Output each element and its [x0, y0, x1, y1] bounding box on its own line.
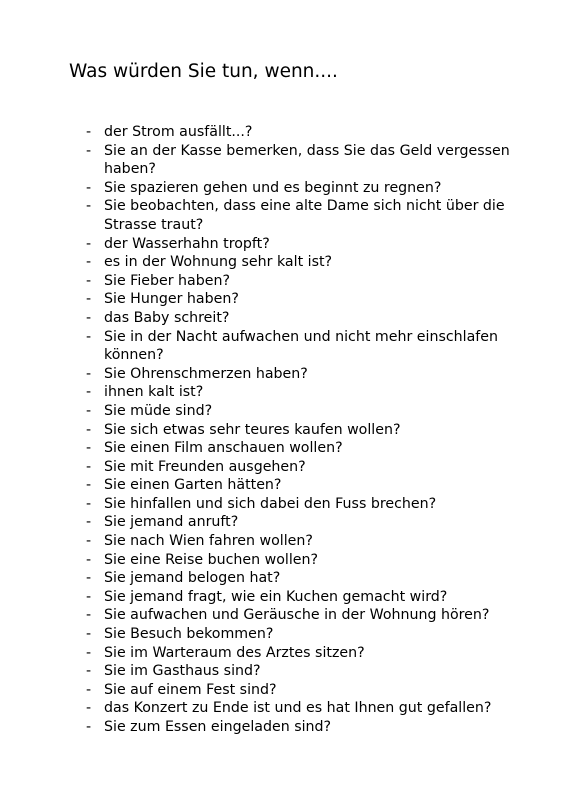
list-item: [0, 588, 566, 607]
question-text: der Strom ausfällt...?: [104, 124, 253, 140]
question-text: das Konzert zu Ende ist und es hat Ihnen gut gefallen?: [104, 700, 492, 717]
list-bullet-dash: -: [86, 384, 92, 401]
question-text: Sie sich etwas sehr teures kaufen wollen?: [104, 421, 401, 438]
list-item: [0, 328, 566, 365]
list-item: [0, 309, 566, 328]
list-bullet-dash: -: [86, 272, 92, 289]
list-bullet-dash: -: [86, 551, 92, 568]
list-item: [0, 718, 566, 737]
list-bullet-dash: -: [86, 198, 92, 215]
list-bullet-dash: -: [86, 235, 92, 252]
question-text: Sie müde sind?: [104, 402, 213, 419]
list-bullet-dash: -: [86, 570, 92, 587]
list-bullet-dash: -: [86, 700, 92, 717]
list-bullet-dash: -: [86, 402, 92, 419]
question-text: Sie jemand fragt, wie ein Kuchen gemacht wird?: [104, 588, 448, 605]
list-bullet-dash: -: [86, 440, 92, 457]
question-text: Sie mit Freunden ausgehen?: [104, 458, 306, 475]
question-list: [0, 123, 566, 737]
list-item: [0, 197, 566, 234]
list-item: [0, 439, 566, 458]
list-item: [0, 476, 566, 495]
list-bullet-dash: -: [86, 142, 92, 159]
question-text: Sie jemand belogen hat?: [104, 570, 281, 587]
list-bullet-dash: -: [86, 309, 92, 326]
list-item: [0, 532, 566, 551]
list-bullet-dash: -: [86, 328, 92, 345]
list-item: [0, 458, 566, 477]
question-text: Sie an der Kasse bemerken, dass Sie das Geld vergessen haben?: [104, 142, 510, 178]
question-text: Sie in der Nacht aufwachen und nicht mehr einschlafen können?: [104, 328, 499, 364]
question-text: das Baby schreit?: [104, 309, 230, 326]
list-bullet-dash: -: [86, 626, 92, 643]
question-text: Sie jemand anruft?: [104, 514, 239, 531]
list-item: [0, 699, 566, 718]
question-text: Sie hinfallen und sich dabei den Fuss brechen?: [104, 495, 437, 512]
question-text: Sie Fieber haben?: [104, 272, 231, 289]
list-item: [0, 569, 566, 588]
question-text: Sie nach Wien fahren wollen?: [104, 533, 313, 550]
list-bullet-dash: -: [86, 458, 92, 475]
list-bullet-dash: -: [86, 588, 92, 605]
list-bullet-dash: -: [86, 514, 92, 531]
question-text: der Wasserhahn tropft?: [104, 235, 270, 252]
list-bullet-dash: -: [86, 421, 92, 438]
list-bullet-dash: -: [86, 124, 92, 140]
list-item: [0, 495, 566, 514]
list-bullet-dash: -: [86, 681, 92, 698]
question-text: Sie im Gasthaus sind?: [104, 663, 261, 680]
list-item: [0, 365, 566, 384]
question-text: Sie eine Reise buchen wollen?: [104, 551, 319, 568]
list-item: [0, 625, 566, 644]
question-text: Sie einen Film anschauen wollen?: [104, 440, 343, 457]
list-item: [0, 551, 566, 570]
list-item: [0, 513, 566, 532]
list-bullet-dash: -: [86, 533, 92, 550]
question-text: Sie Ohrenschmerzen haben?: [104, 365, 308, 382]
list-item: [0, 123, 566, 142]
list-item: [0, 402, 566, 421]
list-bullet-dash: -: [86, 495, 92, 512]
list-bullet-dash: -: [86, 291, 92, 308]
list-item: [0, 606, 566, 625]
question-text: Sie einen Garten hätten?: [104, 477, 282, 494]
list-item: [0, 235, 566, 254]
list-bullet-dash: -: [86, 365, 92, 382]
list-bullet-dash: -: [86, 607, 92, 624]
question-text: Sie auf einem Fest sind?: [104, 681, 277, 698]
page-title: Was würden Sie tun, wenn....: [69, 61, 338, 82]
list-bullet-dash: -: [86, 663, 92, 680]
list-bullet-dash: -: [86, 477, 92, 494]
list-item: [0, 421, 566, 440]
question-text: Sie spazieren gehen und es beginnt zu regnen?: [104, 179, 442, 196]
list-item: [0, 142, 566, 179]
list-item: [0, 644, 566, 663]
question-text: ihnen kalt ist?: [104, 384, 204, 401]
list-item: [0, 253, 566, 272]
list-item: [0, 179, 566, 198]
question-text: Sie Hunger haben?: [104, 291, 239, 308]
list-item: [0, 681, 566, 700]
question-text: Sie aufwachen und Geräusche in der Wohnung hören?: [104, 607, 490, 624]
question-text: Sie Besuch bekommen?: [104, 626, 274, 643]
list-item: [0, 272, 566, 291]
question-text: Sie im Warteraum des Arztes sitzen?: [104, 644, 365, 661]
question-text: Sie zum Essen eingeladen sind?: [104, 719, 332, 735]
list-bullet-dash: -: [86, 644, 92, 661]
list-bullet-dash: -: [86, 719, 92, 735]
list-item: [0, 290, 566, 309]
list-bullet-dash: -: [86, 254, 92, 271]
list-bullet-dash: -: [86, 179, 92, 196]
list-item: [0, 383, 566, 402]
list-item: [0, 662, 566, 681]
question-text: Sie beobachten, dass eine alte Dame sich nicht über die Strasse traut?: [104, 198, 505, 233]
question-text: es in der Wohnung sehr kalt ist?: [104, 254, 333, 271]
